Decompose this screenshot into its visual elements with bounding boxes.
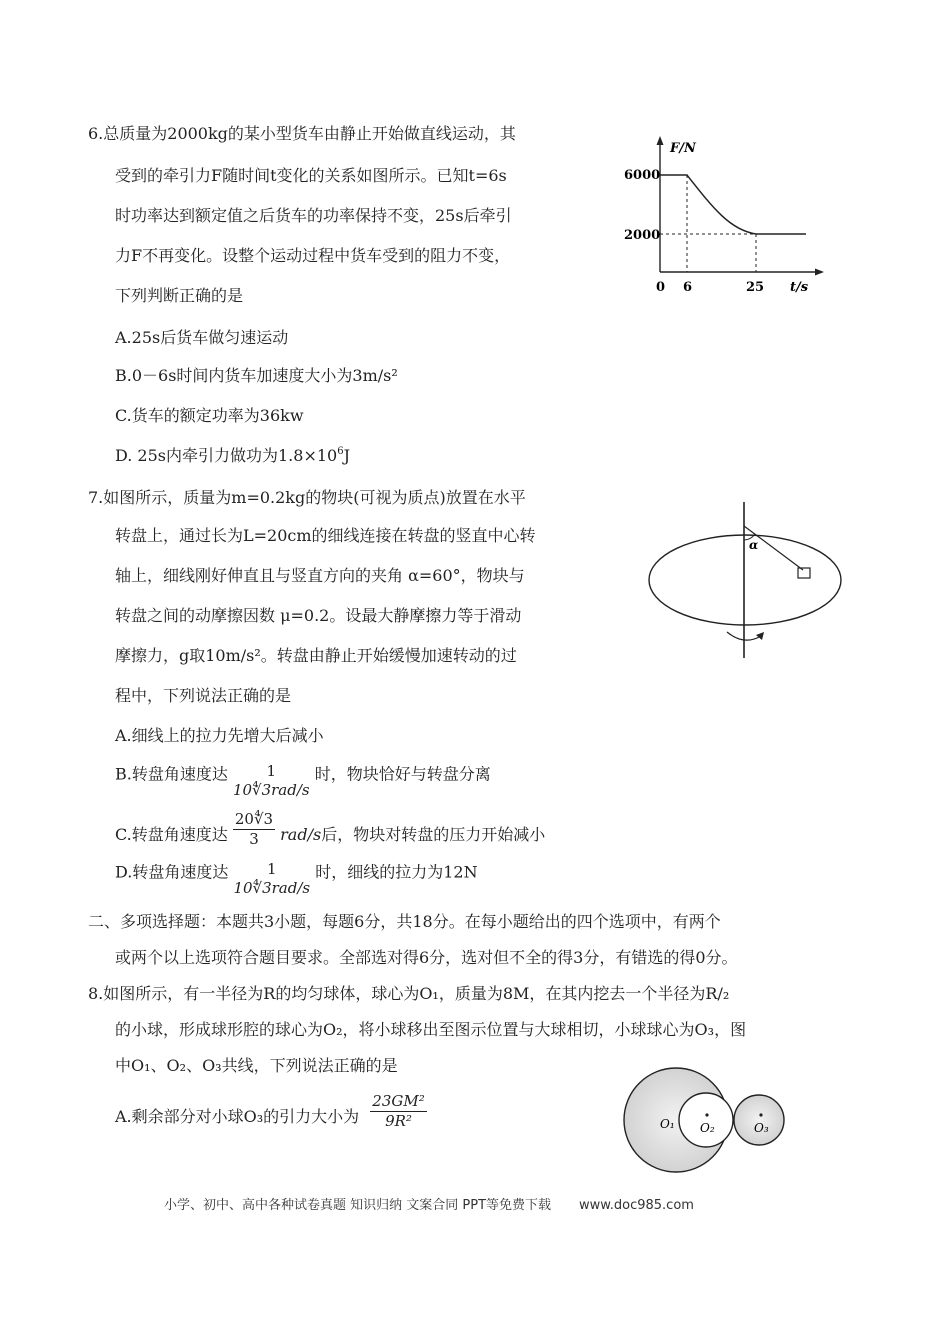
q6-line-2: 受到的牵引力F随时间t变化的关系如图所示。已知t=6s xyxy=(115,166,507,185)
q7-option-b xyxy=(115,758,491,799)
q7-option-d-fraction xyxy=(233,862,310,896)
section2-line-1: 二、多项选择题：本题共3小题，每题6分，共18分。在每小题给出的四个选项中，有两个 xyxy=(88,912,721,931)
q7-line-1: 7.如图所示，质量为m=0.2kg的物块(可视为质点)放置在水平 xyxy=(88,488,526,507)
q7-option-c xyxy=(115,810,546,853)
q7-option-d-text: D.转盘角速度达 xyxy=(115,862,229,882)
footer-link[interactable]: www.doc985.com xyxy=(579,1198,694,1213)
q8-spheres-figure xyxy=(620,1066,810,1176)
y-tick-6000: 6000 xyxy=(624,168,661,183)
q6-option-d-unit: J xyxy=(343,446,351,465)
q8-option-a-numerator: 23GM² xyxy=(372,1092,425,1110)
q8-option-a-denominator: 9R² xyxy=(385,1112,412,1130)
label-o3: O₃ xyxy=(754,1121,769,1135)
footer-text: 小学、初中、高中各种试卷真题 知识归纳 文案合同 PPT等免费下载 xyxy=(164,1198,552,1213)
q7-option-b-tail: 时，物块恰好与转盘分离 xyxy=(314,764,491,784)
q7-line-2: 转盘上，通过长为L=20cm的细线连接在转盘的竖直中心转 xyxy=(115,526,536,545)
cavity xyxy=(679,1093,733,1147)
center-o3-dot xyxy=(759,1113,762,1116)
q6-line-4: 力F不再变化。设整个运动过程中货车受到的阻力不变， xyxy=(115,246,511,265)
q6-option-d-text: D. 25s内牵引力做功为1.8×10 xyxy=(115,446,338,465)
small-sphere xyxy=(734,1095,784,1145)
footer xyxy=(164,1194,694,1213)
q8-option-a-fraction xyxy=(370,1094,426,1129)
x-axis-arrow xyxy=(815,269,824,276)
y-tick-2000: 2000 xyxy=(624,228,661,243)
q7-line-5: 摩擦力，g取10m/s²。转盘由静止开始缓慢加速转动的过 xyxy=(115,646,517,665)
q7-option-d-tail: 时，细线的拉力为12N xyxy=(315,862,478,882)
q7-option-c-fraction xyxy=(233,812,275,847)
q6-option-c: C.货车的额定功率为36kw xyxy=(115,406,304,425)
q7-option-c-text: C.转盘角速度达 xyxy=(115,825,228,844)
q7-option-c-denominator: 3 xyxy=(249,830,259,848)
q8-option-a-text: A.剩余部分对小球O₃的引力大小为 xyxy=(115,1107,360,1126)
angle-label: α xyxy=(749,538,759,552)
x-tick-0: 0 xyxy=(656,280,666,295)
q7-option-b-denominator: 10∜3rad/s xyxy=(232,781,310,799)
q7-option-b-numerator: 1 xyxy=(266,762,277,780)
q6-option-d-exponent: 6 xyxy=(337,446,344,457)
q6-option-b: B.0－6s时间内货车加速度大小为3m/s² xyxy=(115,366,398,385)
y-axis-arrow xyxy=(657,136,664,145)
q8-option-a xyxy=(115,1092,427,1135)
q7-option-d-denominator: 10∜3rad/s xyxy=(233,879,311,897)
block xyxy=(798,568,810,578)
q6-line-5: 下列判断正确的是 xyxy=(115,286,244,305)
q8-line-1: 8.如图所示，有一半径为R的均匀球体，球心为O₁，质量为8M，在其内挖去一个半径为R/₂ xyxy=(88,984,730,1003)
q8-line-2: 的小球，形成球形腔的球心为O₂，将小球移出至图示位置与大球相切，小球球心为O₃，图 xyxy=(115,1020,747,1039)
label-o2: O₂ xyxy=(700,1121,715,1135)
q7-option-c-unit: rad/s xyxy=(280,825,322,844)
q7-option-a: A.细线上的拉力先增大后减小 xyxy=(115,726,324,745)
x-tick-25: 25 xyxy=(746,280,765,295)
q6-option-d xyxy=(115,448,350,464)
x-axis-label: t/s xyxy=(790,280,809,295)
q7-option-d xyxy=(115,856,478,897)
force-curve xyxy=(660,175,806,234)
y-axis-label: F/N xyxy=(670,141,696,156)
q8-line-3: 中O₁、O₂、O₃共线，下列说法正确的是 xyxy=(115,1056,398,1075)
turntable-disk xyxy=(649,535,841,625)
q6-line-3: 时功率达到额定值之后货车的功率保持不变，25s后牵引 xyxy=(115,206,512,225)
q7-option-c-tail: 后，物块对转盘的压力开始减小 xyxy=(321,825,546,844)
q7-turntable-figure xyxy=(645,498,845,663)
center-o2-dot xyxy=(705,1113,708,1116)
q7-option-b-fraction xyxy=(233,764,310,798)
q7-line-6: 程中，下列说法正确的是 xyxy=(115,686,292,705)
q7-option-b-text: B.转盘角速度达 xyxy=(115,764,228,784)
q7-line-3: 轴上，细线刚好伸直且与竖直方向的夹角 α=60°，物块与 xyxy=(115,566,525,585)
q7-option-d-numerator: 1 xyxy=(267,860,277,878)
label-o1: O₁ xyxy=(660,1117,675,1131)
q7-line-4: 转盘之间的动摩擦因数 μ=0.2。设最大静摩擦力等于滑动 xyxy=(115,606,522,625)
q6-line-1: 6.总质量为2000kg的某小型货车由静止开始做直线运动，其 xyxy=(88,124,516,143)
q6-force-time-graph xyxy=(618,130,833,300)
q6-option-a: A.25s后货车做匀速运动 xyxy=(115,328,289,347)
x-tick-6: 6 xyxy=(683,280,693,295)
rotation-arrowhead xyxy=(756,632,764,640)
section2-line-2: 或两个以上选项符合题目要求。全部选对得6分，选对但不全的得3分，有错选的得0分。 xyxy=(115,948,738,967)
q7-option-c-numerator: 20∜3 xyxy=(234,810,274,828)
